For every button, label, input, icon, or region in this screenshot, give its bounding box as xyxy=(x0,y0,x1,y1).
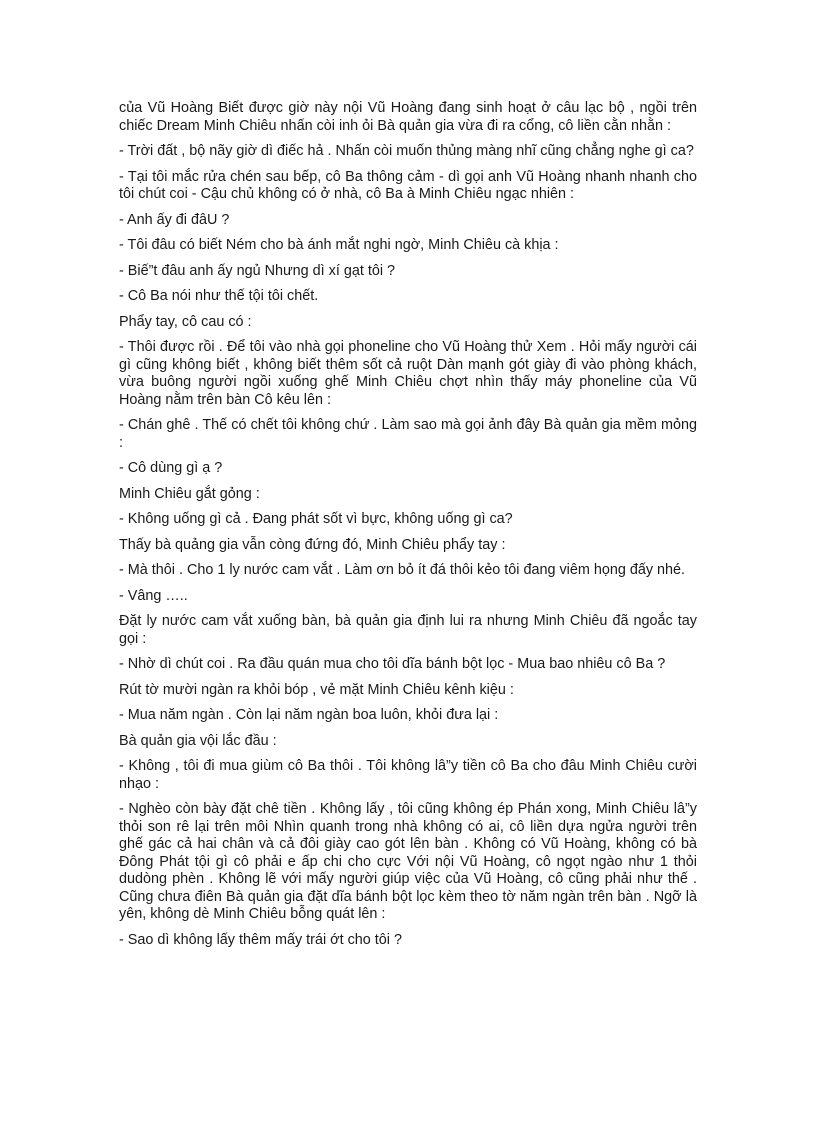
paragraph: - Tôi đâu có biết Ném cho bà ánh mắt nghi ngờ, Minh Chiêu cà khịa : xyxy=(119,237,559,253)
paragraph: Bà quản gia vội lắc đầu : xyxy=(119,732,277,749)
paragraph: - Thôi được rồi . Để tôi vào nhà gọi phoneline cho Vũ Hoàng thử Xem . Hỏi mấy người cái gì cũng không biết , không biết thêm sốt cả ruột Dàn mạnh gót giày đi vào phòng khách, vừa buông người ngồi xuống ghế Minh Chiêu chợt nhìn thấy máy phoneline của Vũ Hoàng nằm trên bàn Cô kêu lên : xyxy=(119,339,697,408)
paragraph: - Chán ghê . Thế có chết tôi không chứ . Làm sao mà gọi ảnh đây Bà quản gia mềm mỏng : xyxy=(119,417,697,451)
paragraph: - Không uống gì cả . Đang phát sốt vì bực, không uống gì ca? xyxy=(119,511,513,527)
paragraph: Minh Chiêu gắt gỏng : xyxy=(119,485,260,502)
paragraph: Phẩy tay, cô cau có : xyxy=(119,313,252,330)
paragraph: - Anh ấy đi đâU ? xyxy=(119,211,230,228)
paragraph: - Không , tôi đi mua giùm cô Ba thôi . Tôi không lâ”y tiền cô Ba cho đâu Minh Chiêu cười nhạo : xyxy=(119,758,697,792)
document-page xyxy=(119,100,697,957)
paragraph: - Cô dùng gì ạ ? xyxy=(119,460,223,476)
paragraph: - Tại tôi mắc rửa chén sau bếp, cô Ba thông cảm - dì gọi anh Vũ Hoàng nhanh nhanh cho tôi chút coi - Cậu chủ không có ở nhà, cô Ba à Minh Chiêu ngạc nhiên : xyxy=(119,168,697,202)
paragraph: Thấy bà quảng gia vẫn còng đứng đó, Minh Chiêu phẩy tay : xyxy=(119,536,506,553)
paragraph: Đặt ly nước cam vắt xuống bàn, bà quản gia định lui ra nhưng Minh Chiêu đã ngoắc tay gọi : xyxy=(119,613,697,647)
paragraph: - Nhờ dì chút coi . Ra đầu quán mua cho tôi dĩa bánh bột lọc - Mua bao nhiêu cô Ba ? xyxy=(119,656,666,672)
paragraph: - Mà thôi . Cho 1 ly nước cam vắt . Làm ơn bỏ ít đá thôi kẻo tôi đang viêm họng đấy nhé. xyxy=(119,562,686,578)
paragraph: - Trời đất , bộ nãy giờ dì điếc hả . Nhấn còi muốn thủng màng nhĩ cũng chẳng nghe gì ca? xyxy=(119,143,694,159)
paragraph: - Vâng ….. xyxy=(119,587,188,604)
paragraph: - Biế”t đâu anh ấy ngủ Nhưng dì xí gạt tôi ? xyxy=(119,262,396,279)
paragraph: Rút tờ mười ngàn ra khỏi bóp , vẻ mặt Minh Chiêu kênh kiệu : xyxy=(119,681,514,698)
paragraph: - Sao dì không lấy thêm mấy trái ớt cho tôi ? xyxy=(119,931,402,948)
paragraph: của Vũ Hoàng Biết được giờ này nội Vũ Hoàng đang sinh hoạt ở câu lạc bộ , ngồi trên chiếc Dream Minh Chiêu nhấn còi inh ỏi Bà quản gia vừa đi ra cổng, cô liền cằn nhằn : xyxy=(119,100,697,134)
paragraph: - Mua năm ngàn . Còn lại năm ngàn boa luôn, khỏi đưa lại : xyxy=(119,707,499,723)
paragraph: - Cô Ba nói như thế tội tôi chết. xyxy=(119,288,319,304)
paragraph: - Nghèo còn bày đặt chê tiền . Không lấy , tôi cũng không ép Phán xong, Minh Chiêu lâ”y thỏi son rê lại trên môi Nhìn quanh trong nhà không có ai, cô liền dựa ngửa người trên ghế gác cả hai chân và cả đôi giày cao gót lên bàn . Không có Vũ Hoàng, không có bà Đông Phát tội gì cô phải e ấp chi cho cực Với nội Vũ Hoàng, cô ngọt ngào như 1 thỏi dudòng phèn . Không lẽ với mấy người giúp việc của Vũ Hoàng, cô cũng phải như thế . Cũng chưa điên Bà quản gia đặt dĩa bánh bột lọc kèm theo tờ năm ngàn trên bàn . Ngỡ là yên, không dè Minh Chiêu bỗng quát lên : xyxy=(119,801,697,922)
